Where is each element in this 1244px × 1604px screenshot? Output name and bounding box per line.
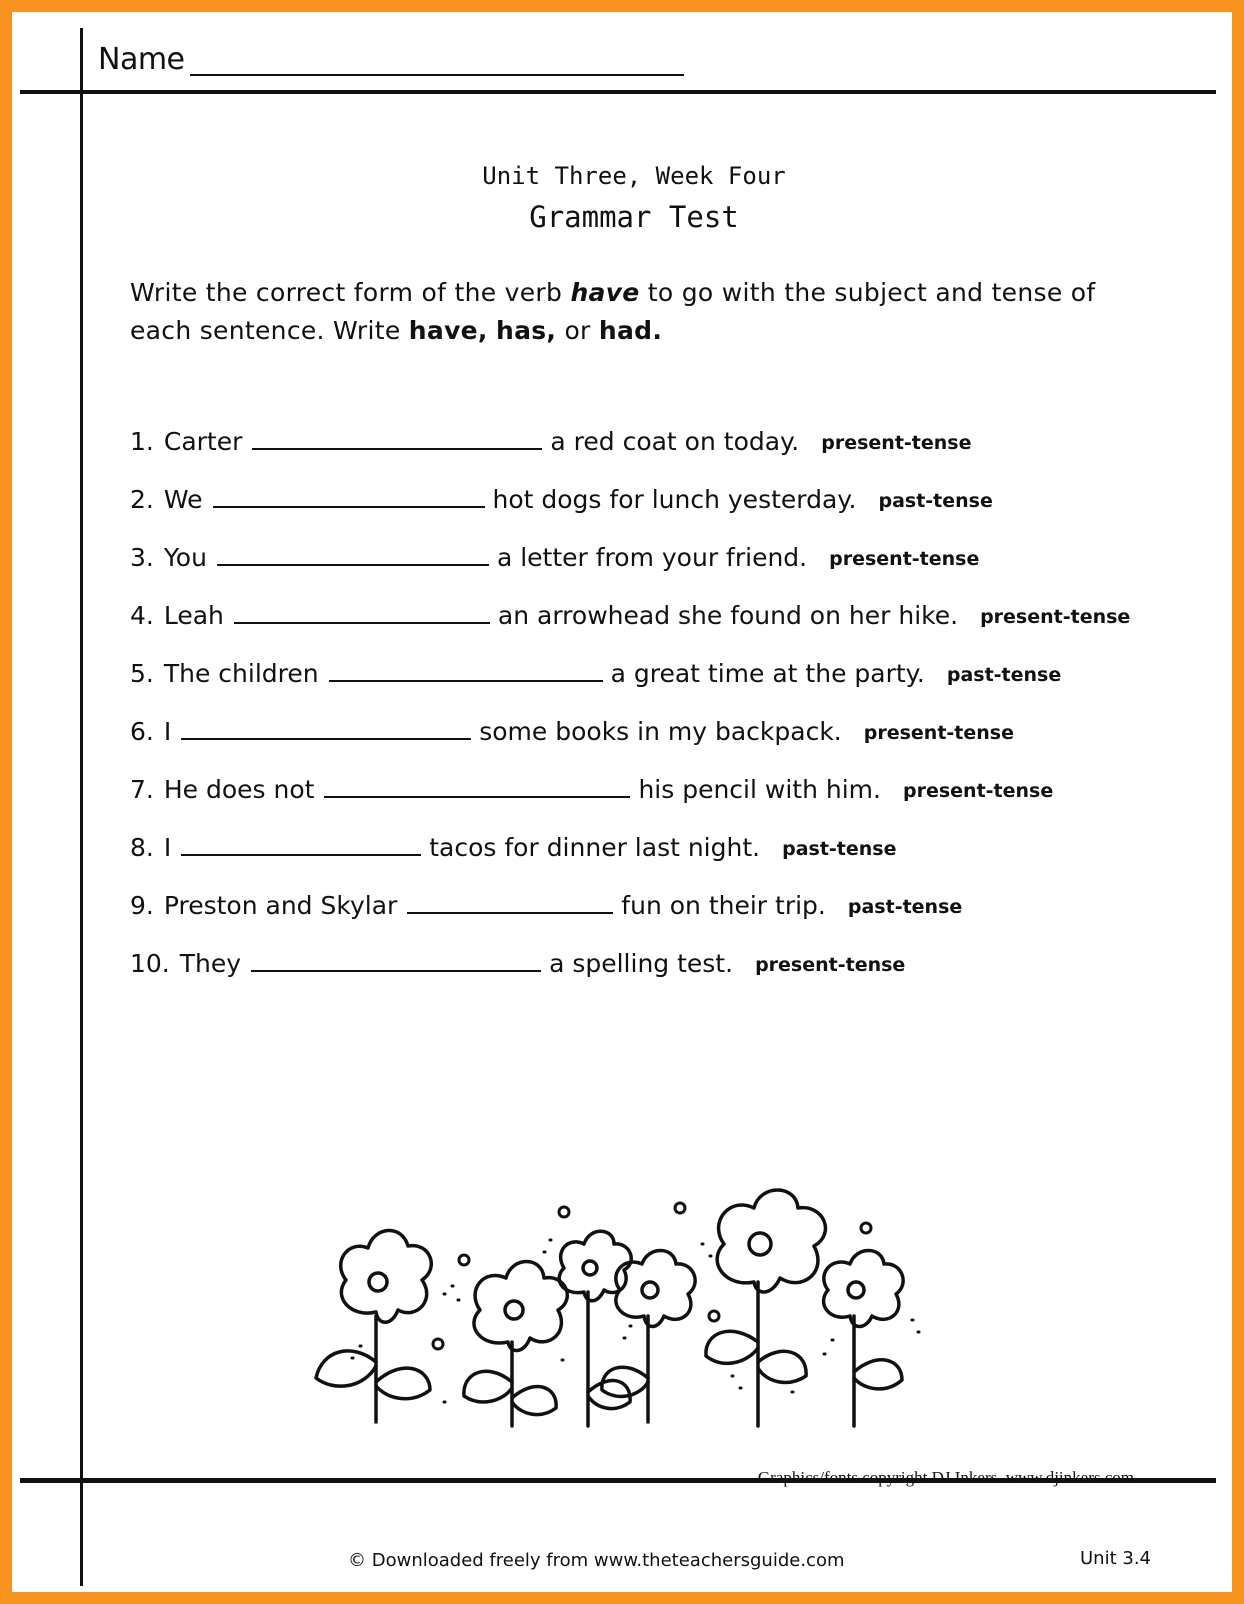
question-predicate: his pencil with him. [638, 775, 881, 804]
instructions-verb: have [570, 278, 640, 307]
answer-blank[interactable] [329, 680, 603, 682]
question-10 [130, 942, 905, 978]
question-subject: Preston and Skylar [163, 891, 398, 920]
question-predicate: a spelling test. [549, 949, 734, 978]
instructions [130, 274, 1140, 350]
option-had: had. [598, 316, 663, 345]
unit-title: Unit Three, Week Four [482, 162, 786, 190]
question-subject: They [179, 949, 242, 978]
question-number: 2. [130, 485, 154, 514]
question-number: 3. [130, 543, 154, 572]
answer-blank[interactable] [181, 738, 471, 740]
answer-blank[interactable] [407, 912, 613, 914]
question-2 [130, 478, 993, 514]
answer-blank[interactable] [251, 970, 541, 972]
question-number: 7. [130, 775, 154, 804]
header-divider [20, 90, 1216, 94]
question-number: 1. [130, 427, 154, 456]
tense-label: past-tense [847, 896, 963, 918]
question-predicate: a red coat on today. [550, 427, 800, 456]
tense-label: past-tense [946, 664, 1062, 686]
instructions-text-1: Write the correct form of the verb [130, 278, 571, 307]
answer-blank[interactable] [234, 622, 490, 624]
question-8 [130, 826, 896, 862]
flower-icon [316, 1230, 431, 1422]
question-number: 5. [130, 659, 154, 688]
question-number: 8. [130, 833, 154, 862]
unit-number: Unit 3.4 [1080, 1548, 1151, 1569]
question-subject: We [163, 485, 203, 514]
question-5 [130, 652, 1061, 688]
question-predicate: some books in my backpack. [479, 717, 842, 746]
answer-blank[interactable] [324, 796, 630, 798]
question-predicate: fun on their trip. [621, 891, 826, 920]
option-have: have, [408, 316, 488, 345]
option-has: has, [495, 316, 557, 345]
question-6 [130, 710, 1014, 746]
answer-blank[interactable] [213, 506, 485, 508]
question-subject: He does not [163, 775, 315, 804]
question-4 [130, 594, 1130, 630]
tense-label: present-tense [821, 432, 972, 454]
decorative-dots [352, 1203, 919, 1402]
question-7 [130, 768, 1053, 804]
tense-label: present-tense [980, 606, 1131, 628]
question-subject: Carter [163, 427, 243, 456]
tense-label: past-tense [782, 838, 897, 860]
question-number: 10. [130, 949, 170, 978]
flower-icon [706, 1190, 826, 1426]
question-predicate: an arrowhead she found on her hike. [497, 601, 959, 630]
answer-blank[interactable] [217, 564, 489, 566]
test-title: Grammar Test [529, 200, 739, 234]
question-9 [130, 884, 962, 920]
answer-blank[interactable] [252, 448, 542, 450]
flowers-illustration [312, 1182, 932, 1442]
tense-label: present-tense [755, 954, 906, 976]
question-3 [130, 536, 979, 572]
name-label: Name [98, 42, 185, 77]
question-number: 6. [130, 717, 154, 746]
question-number: 4. [130, 601, 154, 630]
tense-label: present-tense [902, 780, 1054, 802]
tense-label: past-tense [878, 490, 993, 512]
question-number: 9. [130, 891, 154, 920]
question-subject: You [163, 543, 207, 572]
question-predicate: tacos for dinner last night. [429, 833, 761, 862]
answer-blank[interactable] [181, 854, 421, 856]
question-subject: The children [163, 659, 319, 688]
question-subject: Leah [163, 601, 224, 630]
question-predicate: a letter from your friend. [496, 543, 808, 572]
download-notice: © Downloaded freely from www.theteachersguide.com [348, 1550, 845, 1571]
question-predicate: hot dogs for lunch yesterday. [492, 485, 857, 514]
question-predicate: a great time at the party. [610, 659, 925, 688]
instructions-or: or [556, 316, 599, 345]
question-1 [130, 420, 971, 456]
flower-icon [464, 1262, 567, 1427]
flower-icon [602, 1251, 695, 1423]
name-field[interactable] [190, 74, 684, 76]
instructions-text-2: to go with the subject and tense of each sentence. Write [130, 278, 1096, 345]
question-subject: I [163, 833, 172, 862]
tense-label: present-tense [863, 722, 1014, 744]
copyright-credit: Graphics/fonts copyright DJ Inkers. www.djinkers.com [757, 1468, 1134, 1487]
question-subject: I [163, 717, 172, 746]
tense-label: present-tense [829, 548, 980, 570]
flower-icon [824, 1251, 904, 1427]
margin-line [80, 28, 83, 1586]
